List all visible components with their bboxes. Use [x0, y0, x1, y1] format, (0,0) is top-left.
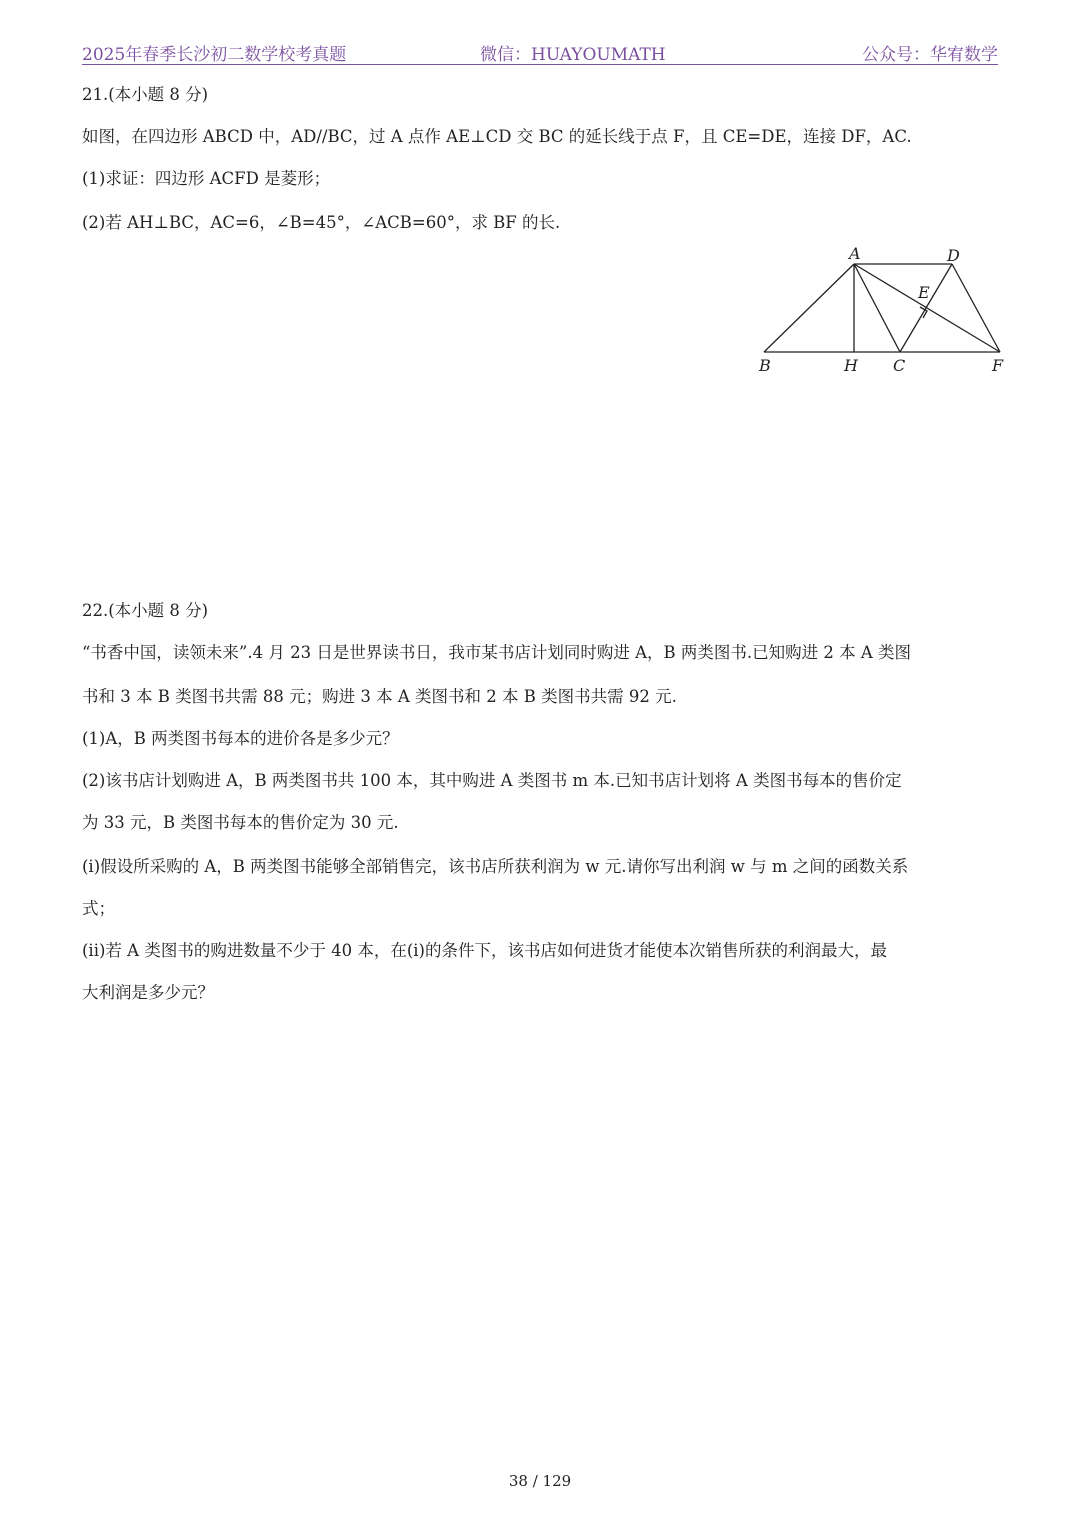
header-account: 公众号：华宥数学 [862, 45, 998, 65]
header-wechat: 微信：HUAYOUMATH [480, 45, 666, 65]
q21-part1: (1)求证：四边形 ACFD 是菱形； [82, 169, 331, 188]
page-number: 38 / 129 [508, 1472, 572, 1490]
q22-sub-ii-line1: (ii)若 A 类图书的购进数量不少于 40 本，在(i)的条件下，该书店如何进货才能使本次销售所获的利润最大，最 [82, 941, 887, 960]
header-title: 2025年春季长沙初二数学校考真题 [82, 45, 347, 65]
segment-cd [900, 264, 952, 352]
label-c: C [893, 356, 906, 375]
q22-part1: (1)A，B 两类图书每本的进价各是多少元？ [82, 729, 399, 748]
label-e: E [918, 283, 930, 302]
segment-ab [764, 264, 854, 352]
q22-sub-i-line2: 式； [82, 899, 115, 918]
q22-part2-line1: (2)该书店计划购进 A，B 两类图书共 100 本，其中购进 A 类图书 m 本.已知书店计划将 A 类图书每本的售价定 [82, 771, 902, 790]
q21-title: 21.(本小题 8 分) [82, 85, 209, 104]
label-a: A [849, 244, 861, 263]
q21-geometry-figure [750, 240, 1020, 380]
q22-title: 22.(本小题 8 分) [82, 601, 209, 620]
label-h: H [844, 356, 858, 375]
q22-part2-line2: 为 33 元，B 类图书每本的售价定为 30 元. [82, 813, 399, 832]
q22-line1: “书香中国，读领未来”.4 月 23 日是世界读书日，我市某书店计划同时购进 A，B 两类图书.已知购进 2 本 A 类图 [82, 643, 912, 662]
q22-sub-i-line1: (i)假设所采购的 A，B 两类图书能够全部销售完，该书店所获利润为 w 元.请你写出利润 w 与 m 之间的函数关系 [82, 857, 909, 876]
page-header [82, 38, 998, 65]
q22-sub-ii-line2: 大利润是多少元？ [82, 983, 214, 1002]
segment-df [952, 264, 1000, 352]
label-d: D [947, 246, 960, 265]
q22-line2: 书和 3 本 B 类图书共需 88 元；购进 3 本 A 类图书和 2 本 B 类图书共需 92 元. [82, 687, 677, 706]
label-f: F [992, 356, 1004, 375]
segment-af [854, 264, 1000, 352]
q21-stem: 如图，在四边形 ABCD 中，AD//BC，过 A 点作 AE⊥CD 交 BC 的延长线于点 F，且 CE=DE，连接 DF，AC. [82, 127, 912, 146]
label-b: B [759, 356, 771, 375]
q21-part2: (2)若 AH⊥BC，AC=6，∠B=45°，∠ACB=60°，求 BF 的长. [82, 213, 561, 232]
